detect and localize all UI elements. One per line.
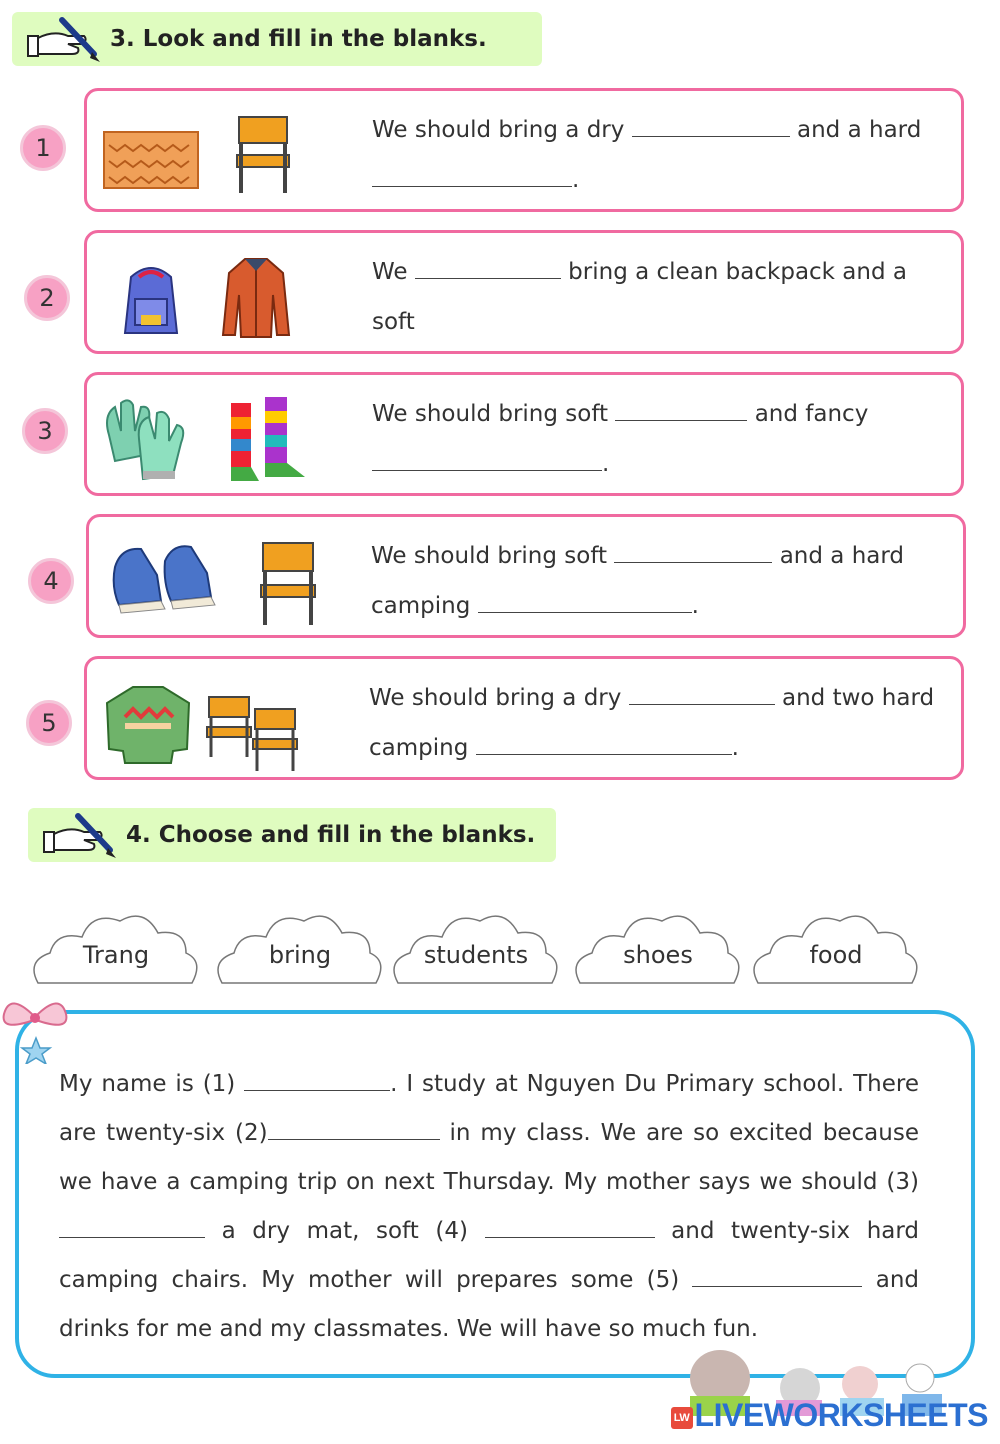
- sweater-icon: [103, 683, 193, 767]
- answer-blank-4a[interactable]: [614, 540, 772, 563]
- word-cloud-shoes: [568, 905, 748, 1001]
- word-students: students: [423, 941, 529, 969]
- chair-icon-4: [257, 541, 319, 627]
- word-food: food: [809, 941, 863, 969]
- question-text-2: We bring a clean backpack and a soft: [372, 247, 942, 397]
- passage-blank-4[interactable]: [485, 1215, 655, 1238]
- passage-blank-1[interactable]: [244, 1068, 390, 1091]
- answer-blank-1a[interactable]: [632, 114, 790, 137]
- liveworksheets-logo: LW LIVEWORKSHEETS: [671, 1397, 988, 1434]
- word-shoes: shoes: [623, 941, 693, 969]
- question-number-4: 4: [28, 558, 74, 604]
- passage-box: [15, 1010, 975, 1378]
- question-box-1: [84, 88, 964, 212]
- question-text-4: We should bring soft and a hard camping .: [371, 531, 941, 631]
- word-cloud-bring: [210, 905, 390, 1001]
- question-box-5: [84, 656, 964, 780]
- passage-blank-5[interactable]: [692, 1264, 862, 1287]
- passage-blank-2[interactable]: [268, 1117, 440, 1140]
- section3-title: 3. Look and fill in the blanks.: [110, 26, 487, 52]
- answer-blank-5a[interactable]: [629, 682, 775, 705]
- word-cloud-students: [386, 905, 566, 1001]
- shoes-icon: [111, 539, 217, 619]
- question-box-4: [86, 514, 966, 638]
- writing-hand-icon-2: [40, 810, 118, 860]
- question-box-3: [84, 372, 964, 496]
- writing-hand-icon: [24, 14, 102, 64]
- backpack-icon: [111, 259, 191, 339]
- answer-blank-2a[interactable]: [415, 256, 561, 279]
- question-text-5: We should bring a dry and two hard camping .: [369, 673, 939, 773]
- section3-banner: [12, 12, 542, 66]
- word-cloud-trang: [26, 905, 206, 1001]
- word-trang: Trang: [82, 941, 150, 969]
- chairs-icon: [205, 695, 301, 773]
- question-number-2: 2: [24, 275, 70, 321]
- section4-banner: [28, 808, 556, 862]
- question-number-5: 5: [26, 700, 72, 746]
- passage-text: My name is (1) . I study at Nguyen Du Primary school. There are twenty-six (2) in my class. We are so excited because we have a camping trip on next Thursday. My mother says we should (3) a dry mat, soft (4) and twenty-six hard camping chairs. My mother will prepares some (5) and drinks for me and my classmates. We will have so much fun.: [59, 1060, 919, 1354]
- section4-title: 4. Choose and fill in the blanks.: [126, 822, 536, 848]
- question-number-3: 3: [22, 408, 68, 454]
- answer-blank-3a[interactable]: [615, 398, 747, 421]
- gloves-icon: [99, 395, 189, 485]
- passage-blank-3[interactable]: [59, 1215, 205, 1238]
- answer-blank-3b[interactable]: [372, 448, 602, 471]
- answer-blank-4b[interactable]: [478, 590, 692, 613]
- question-box-2: [84, 230, 964, 354]
- coat-icon: [221, 255, 291, 339]
- word-cloud-food: [746, 905, 926, 1001]
- question-text-1: We should bring a dry and a hard .: [372, 105, 942, 205]
- mat-icon: [103, 131, 199, 189]
- answer-blank-1b[interactable]: [372, 164, 572, 187]
- answer-blank-5b[interactable]: [476, 732, 732, 755]
- question-number-1: 1: [20, 125, 66, 171]
- question-text-3: We should bring soft and fancy .: [372, 389, 942, 489]
- word-bring: bring: [268, 941, 332, 969]
- bow-decoration-icon: [0, 992, 70, 1064]
- chair-icon: [233, 115, 293, 195]
- boots-icon: [225, 393, 309, 485]
